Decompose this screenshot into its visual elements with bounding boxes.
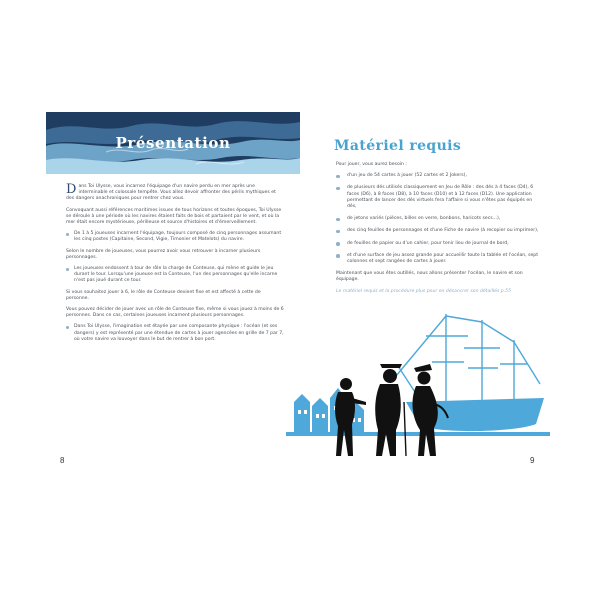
harbor-illustration [286,306,550,466]
bullet-paragraph: Les joueuses endossent à tour de rôle la charge de Conteuse, qui mène et guide le jeu durant le tour. Lorsqu'une joueuse est la Conteuse, l'un des personnages qu'elle incarne n'est pas joué durant ce tour. [66,266,284,285]
bullet-paragraph: De 1 à 5 joueuses incarnent l'équipage, toujours composé de cinq personnages assumant les cinq postes (Capitaine, Second, Vigie, Timonier et Matelots) du navire. [66,231,284,243]
reference-note: Le matériel requis et la procédure plus pour en désancrer son détaillés p.55 [336,288,512,294]
intro-text: Pour jouer, vous aurez besoin : [336,162,407,167]
page-title: Présentation [115,134,231,152]
sailor-figures [335,364,448,456]
list-item: des cinq feuilles de personnages et d'une Fiche de navire (à recopier ou imprimer), [336,228,541,234]
list-item: et d'une surface de jeu assez grande pour accueillir toute la tablée et l'océan, sept colonnes et sept rangées de cartes à jouer. [336,253,541,265]
left-text-column [66,184,284,348]
paragraph: Convoquant aussi références maritimes issues de tous horizons et toutes époques, Toi Ulysse se déroule à une période où les navires étaient faits de bois et partaient par le vent, et où la mer était encore mystérieuse, périlleuse et source d'histoires et d'émerveillement. [66,207,282,226]
bullet-paragraph: Dans Toi Ulysse, l'imagination est étayée par une composante physique : l'océan (et ses dangers) y est représenté par une étendue de cartes à jouer agencées en grille de 7 par 7, où votre navire va louvoyer dans le but de rentrer à bon port. [66,324,284,343]
page-number-left: 8 [60,456,65,465]
paragraph-intro [66,184,284,203]
outro-text: Maintenant que vous êtes outillés, nous allons présenter l'océan, le navire et son équipage. [336,271,523,283]
list-item: d'un jeu de 54 cartes à jouer (52 cartes et 2 Jokers), [336,173,541,179]
list-item: de plusieurs dés utilisés classiquement en Jeu de Rôle : des dés à 4 faces (D4), 6 faces (D6), à 8 faces (D8), à 10 faces (D10) et à 12 faces (D12). Une application permettant de lancer des dés virtuels fera l'affaire si vous n'êtes pas équipés en dés, [336,185,541,210]
paragraph: Si vous souhaitez jouer à 6, le rôle de Conteuse devient fixe et est affecté à cette de personne. [66,289,261,301]
title-banner [46,112,300,174]
paragraph: Selon le nombre de joueuses, vous pourrez avoir vous retrouver à incarner plusieurs personnages. [66,248,261,260]
section-title: Matériel requis [334,138,462,154]
list-item: de feuilles de papier ou d'un cahier, pour tenir lieu de journal de bord, [336,241,541,247]
list-item: de jetons variés (pièces, billes en verre, bonbons, haricots secs...), [336,216,541,222]
drop-cap: D [66,182,77,197]
paragraph-text: ans Toi Ulysse, vous incarnez l'équipage d'un navire perdu en mer après une interminable et colossale tempête. Vous allez devoir affronter des périls mythiques et des dangers anachroniques pour rentrer chez vous. [66,184,276,202]
left-page [46,112,300,472]
right-text-column [336,162,541,300]
page-number-right: 9 [530,456,535,465]
paragraph: Vous pouvez décider de jouer avec un rôle de Conteuse fixe, même si vous jouez à moins de 6 personnes. Dans ce cas, certaines joueuses incarnent plusieurs personnages. [66,307,284,319]
